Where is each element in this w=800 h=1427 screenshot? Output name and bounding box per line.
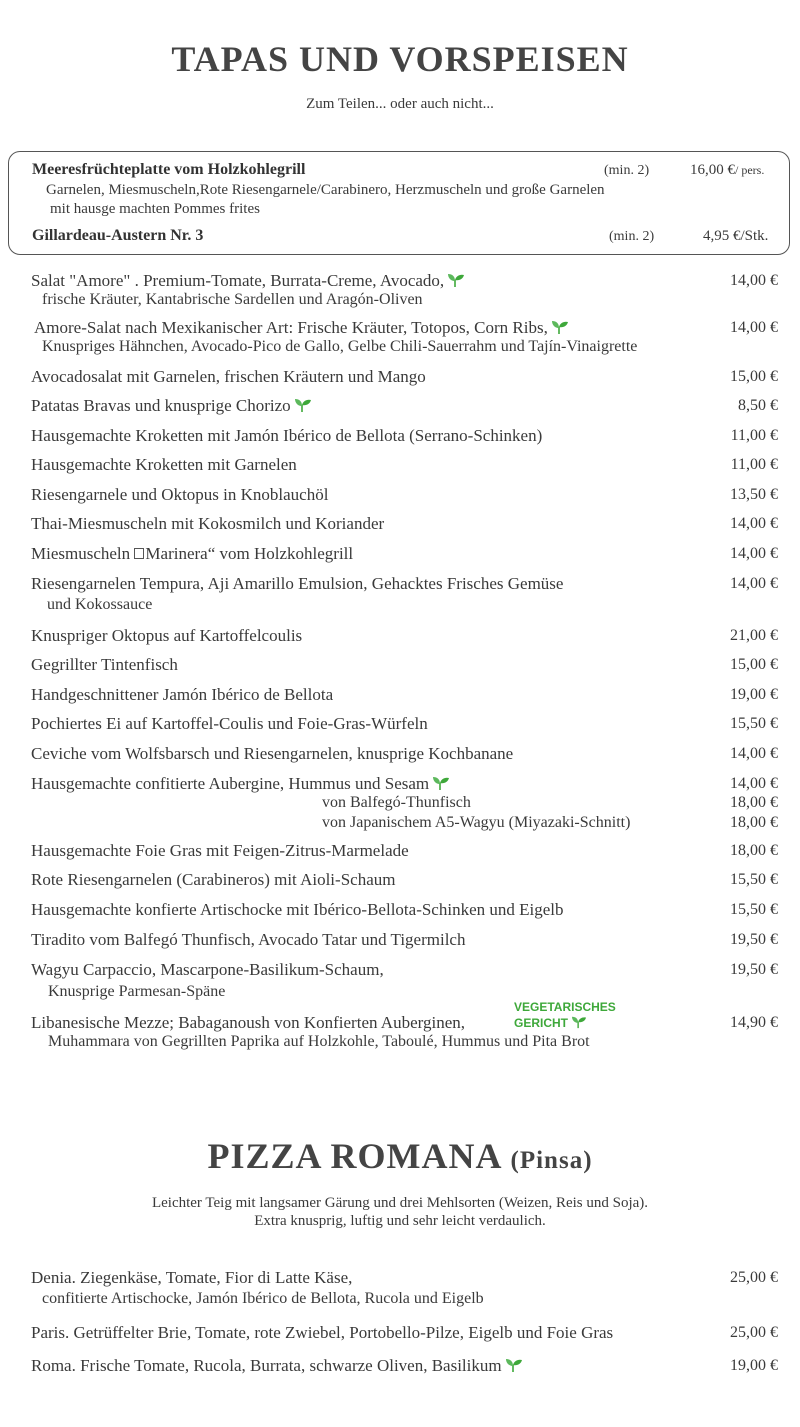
item-price: 14,00 € bbox=[730, 319, 778, 336]
leaf-icon bbox=[432, 775, 450, 791]
menu-item: Miesmuscheln Marinera“ vom Holzkohlegrill bbox=[31, 544, 354, 563]
item-price: 19,00 € bbox=[730, 686, 778, 703]
menu-item: Hausgemachte Kroketten mit Garnelen bbox=[31, 455, 297, 474]
menu-item: Tiradito vom Balfegó Thunfisch, Avocado Tatar und Tigermilch bbox=[31, 930, 466, 949]
menu-item: Libanesische Mezze; Babaganoush von Konfierten Auberginen, bbox=[31, 1013, 465, 1032]
missing-glyph-icon bbox=[134, 548, 144, 559]
menu-item: Pochiertes Ei auf Kartoffel-Coulis und Foie-Gras-Würfeln bbox=[31, 714, 428, 733]
menu-item-desc: Muhammara von Gegrillten Paprika auf Holzkohle, Taboulé, Hummus und Pita Brot bbox=[48, 1033, 590, 1050]
menu-item: Handgeschnittener Jamón Ibérico de Bellota bbox=[31, 685, 334, 704]
item-price: 15,00 € bbox=[730, 368, 778, 385]
menu-item-desc: frische Kräuter, Kantabrische Sardellen und Aragón-Oliven bbox=[42, 291, 423, 308]
platter-name: Meeresfrüchteplatte vom Holzkohlegrill bbox=[32, 161, 306, 178]
menu-item-desc: Knusprige Parmesan-Späne bbox=[48, 983, 226, 1000]
item-price: 25,00 € bbox=[730, 1269, 778, 1286]
vegetarian-label: VEGETARISCHES GERICHT bbox=[514, 1000, 616, 1030]
pizza-title: PIZZA ROMANA (Pinsa) bbox=[207, 1136, 593, 1176]
menu-item-desc: confitierte Artischocke, Jamón Ibérico de Bellota, Rucola und Eigelb bbox=[42, 1290, 484, 1307]
item-price: 11,00 € bbox=[730, 456, 778, 473]
menu-item: Ceviche vom Wolfsbarsch und Riesengarnelen, knusprige Kochbanane bbox=[31, 744, 514, 763]
menu-item: Hausgemachte confitierte Aubergine, Hummus und Sesam bbox=[31, 774, 450, 794]
menu-item-option: von Japanischem A5-Wagyu (Miyazaki-Schnitt) bbox=[322, 814, 631, 831]
menu-item-option: von Balfegó-Thunfisch bbox=[322, 794, 471, 811]
menu-item: Wagyu Carpaccio, Mascarpone-Basilikum-Schaum, bbox=[31, 960, 384, 979]
oysters-name: Gillardeau-Austern Nr. 3 bbox=[32, 227, 204, 244]
item-price: 19,00 € bbox=[730, 1357, 778, 1374]
menu-item: Paris. Getrüffelter Brie, Tomate, rote Zwiebel, Portobello-Pilze, Eigelb und Foie Gras bbox=[31, 1323, 614, 1342]
leaf-icon bbox=[551, 319, 569, 335]
menu-item: Rote Riesengarnelen (Carabineros) mit Aioli-Schaum bbox=[31, 870, 396, 889]
menu-item: Riesengarnele und Oktopus in Knoblauchöl bbox=[31, 485, 329, 504]
item-price: 18,00 € bbox=[730, 814, 778, 831]
leaf-icon bbox=[447, 272, 465, 288]
platter-min: (min. 2) bbox=[604, 163, 650, 178]
menu-item: Amore-Salat nach Mexikanischer Art: Frische Kräuter, Totopos, Corn Ribs, bbox=[34, 318, 569, 338]
menu-item: Avocadosalat mit Garnelen, frischen Kräutern und Mango bbox=[31, 367, 426, 386]
menu-item: Hausgemachte Foie Gras mit Feigen-Zitrus-Marmelade bbox=[31, 841, 409, 860]
menu-item: Roma. Frische Tomate, Rucola, Burrata, schwarze Oliven, Basilikum bbox=[31, 1356, 523, 1376]
menu-item: Hausgemachte Kroketten mit Jamón Ibérico de Bellota (Serrano-Schinken) bbox=[31, 426, 543, 445]
menu-item: Knuspriger Oktopus auf Kartoffelcoulis bbox=[31, 626, 303, 645]
menu-item: Riesengarnelen Tempura, Aji Amarillo Emulsion, Gehacktes Frisches Gemüse bbox=[31, 574, 564, 593]
tapas-subtitle: Zum Teilen... oder auch nicht... bbox=[306, 96, 494, 112]
menu-item: Patatas Bravas und knusprige Chorizo bbox=[31, 396, 312, 416]
item-price: 15,50 € bbox=[730, 871, 778, 888]
leaf-icon bbox=[571, 1015, 587, 1029]
tapas-title: TAPAS UND VORSPEISEN bbox=[171, 39, 629, 79]
oysters-min: (min. 2) bbox=[609, 229, 655, 244]
menu-item: Denia. Ziegenkäse, Tomate, Fior di Latte Käse, bbox=[31, 1268, 353, 1287]
item-price: 8,50 € bbox=[738, 397, 778, 414]
oysters-price: 4,95 €/Stk. bbox=[703, 228, 769, 244]
item-price: 13,50 € bbox=[730, 486, 778, 503]
item-price: 14,00 € bbox=[730, 775, 778, 792]
item-price: 14,90 € bbox=[730, 1014, 778, 1031]
item-price: 14,00 € bbox=[730, 545, 778, 562]
item-price: 15,50 € bbox=[730, 715, 778, 732]
menu-item: Salat "Amore" . Premium-Tomate, Burrata-Creme, Avocado, bbox=[31, 271, 465, 291]
item-price: 14,00 € bbox=[730, 575, 778, 592]
item-price: 14,00 € bbox=[730, 272, 778, 289]
item-price: 15,00 € bbox=[730, 656, 778, 673]
item-price: 19,50 € bbox=[730, 931, 778, 948]
item-price: 14,00 € bbox=[730, 515, 778, 532]
item-price: 25,00 € bbox=[730, 1324, 778, 1341]
platter-desc-1: Garnelen, Miesmuscheln,Rote Riesengarnele/Carabinero, Herzmuscheln und große Garnelen bbox=[46, 182, 605, 198]
menu-item: Thai-Miesmuscheln mit Kokosmilch und Koriander bbox=[31, 514, 385, 533]
menu-item: Hausgemachte konfierte Artischocke mit Ibérico-Bellota-Schinken und Eigelb bbox=[31, 900, 564, 919]
item-price: 18,00 € bbox=[730, 842, 778, 859]
menu-item: Gegrillter Tintenfisch bbox=[31, 655, 178, 674]
menu-item-desc: Knuspriges Hähnchen, Avocado-Pico de Gallo, Gelbe Chili-Sauerrahm und Tajín-Vinaigrette bbox=[42, 338, 638, 355]
item-price: 15,50 € bbox=[730, 901, 778, 918]
item-price: 21,00 € bbox=[730, 627, 778, 644]
pizza-subtitle-1: Leichter Teig mit langsamer Gärung und drei Mehlsorten (Weizen, Reis und Soja). bbox=[151, 1195, 649, 1211]
platter-price: 16,00 €/ pers. bbox=[690, 162, 765, 178]
item-price: 19,50 € bbox=[730, 961, 778, 978]
pizza-subtitle-2: Extra knusprig, luftig und sehr leicht verdaulich. bbox=[254, 1213, 546, 1229]
leaf-icon bbox=[505, 1357, 523, 1373]
item-price: 18,00 € bbox=[730, 794, 778, 811]
item-price: 11,00 € bbox=[730, 427, 778, 444]
platter-desc-2: mit hausge machten Pommes frites bbox=[50, 201, 260, 217]
menu-item-desc: und Kokossauce bbox=[47, 596, 153, 613]
leaf-icon bbox=[294, 397, 312, 413]
item-price: 14,00 € bbox=[730, 745, 778, 762]
